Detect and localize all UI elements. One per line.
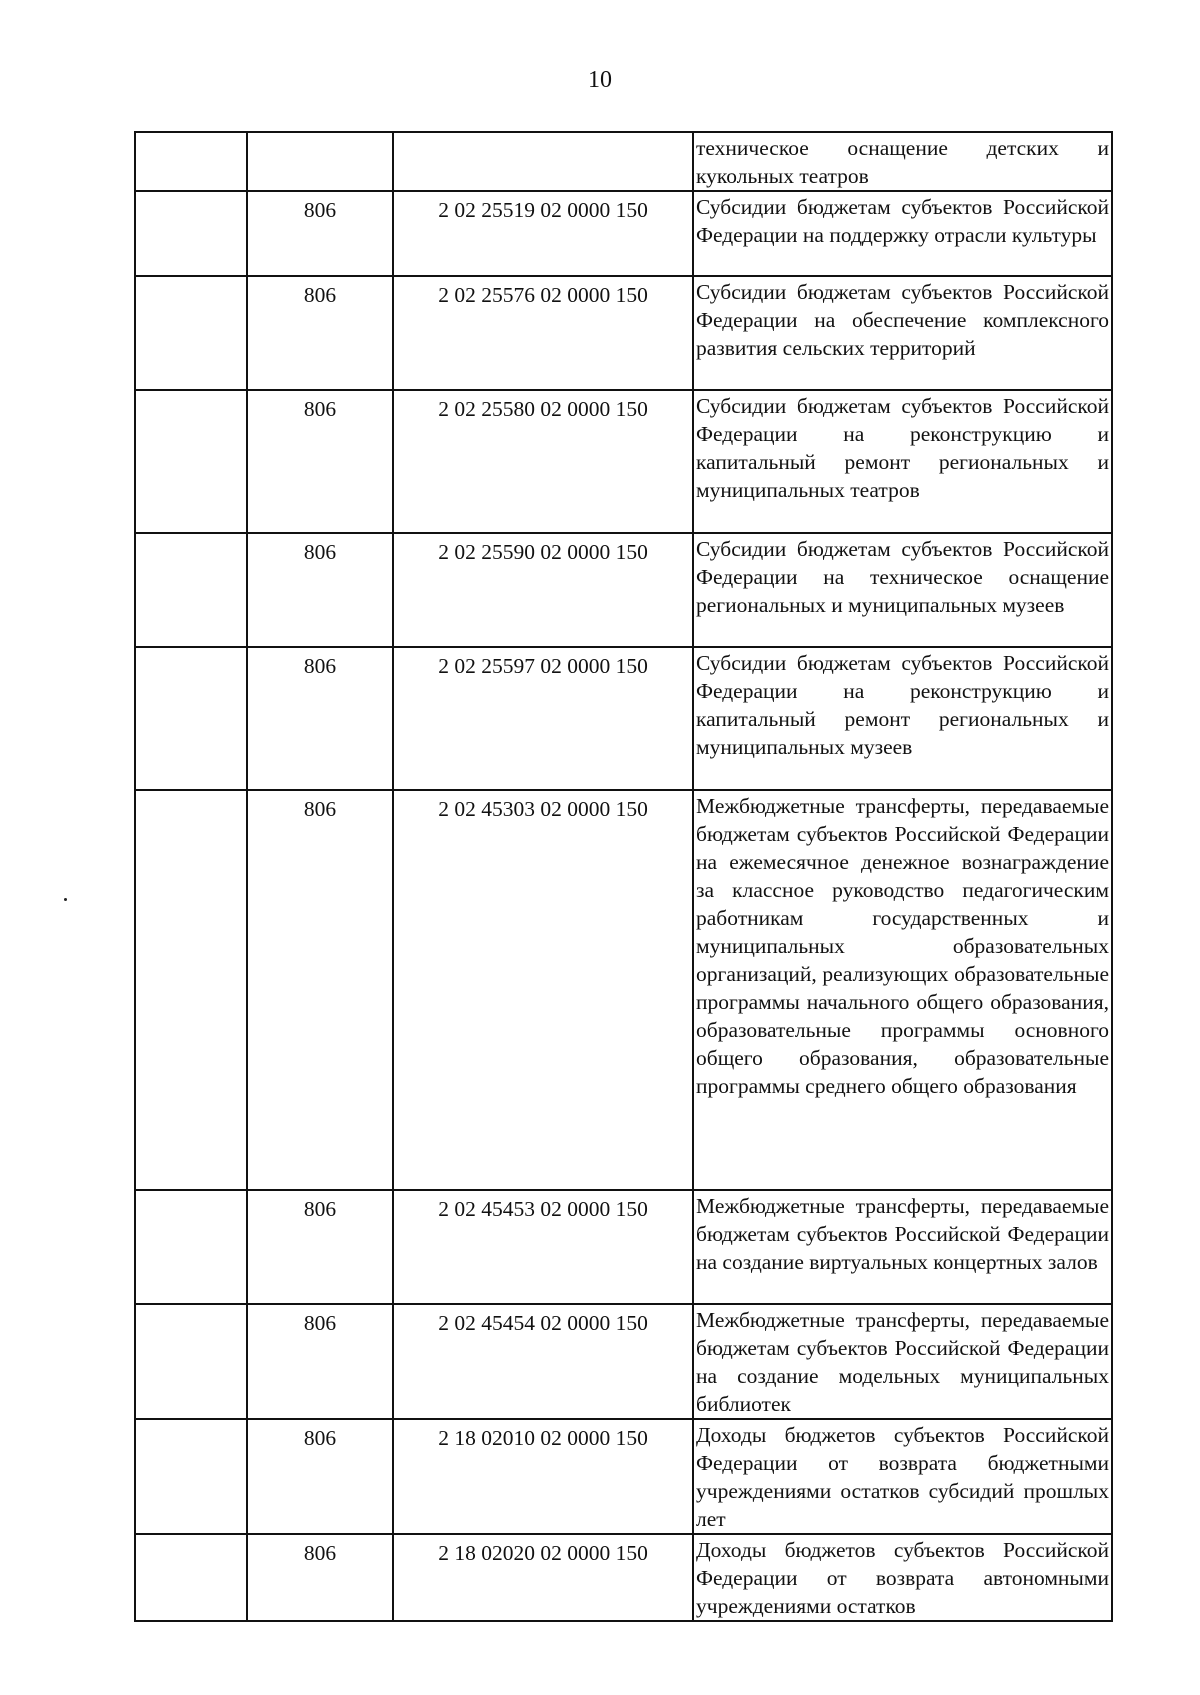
admin-code-cell: [247, 132, 393, 191]
budget-code-cell: 2 02 45303 02 0000 150: [393, 790, 693, 1190]
table-row: [135, 132, 1112, 191]
description-cell: техническое оснащение детских и кукольных театров: [693, 132, 1112, 191]
table-row: [135, 1534, 1112, 1621]
description-cell: Субсидии бюджетам субъектов Российской Федерации на обеспечение комплексного развития сельских территорий: [693, 276, 1112, 390]
table-row: [135, 390, 1112, 533]
admin-code-cell: 806: [247, 390, 393, 533]
admin-code-cell: 806: [247, 191, 393, 276]
scan-speck: [64, 898, 67, 901]
budget-code-cell: 2 02 45454 02 0000 150: [393, 1304, 693, 1419]
budget-code-cell: [393, 132, 693, 191]
description-cell: Доходы бюджетов субъектов Российской Федерации от возврата бюджетными учреждениями остатков субсидий прошлых лет: [693, 1419, 1112, 1534]
blank-cell: [135, 1419, 247, 1534]
admin-code-cell: 806: [247, 1190, 393, 1304]
blank-cell: [135, 191, 247, 276]
admin-code-cell: 806: [247, 647, 393, 790]
admin-code-cell: 806: [247, 1534, 393, 1621]
description-cell: Субсидии бюджетам субъектов Российской Федерации на реконструкцию и капитальный ремонт региональных и муниципальных музеев: [693, 647, 1112, 790]
admin-code-cell: 806: [247, 276, 393, 390]
description-cell: Субсидии бюджетам субъектов Российской Федерации на поддержку отрасли культуры: [693, 191, 1112, 276]
description-cell: Доходы бюджетов субъектов Российской Федерации от возврата автономными учреждениями остатков: [693, 1534, 1112, 1621]
budget-code-cell: 2 02 25597 02 0000 150: [393, 647, 693, 790]
description-cell: Субсидии бюджетам субъектов Российской Федерации на техническое оснащение региональных и муниципальных музеев: [693, 533, 1112, 647]
blank-cell: [135, 790, 247, 1190]
budget-code-cell: 2 02 25576 02 0000 150: [393, 276, 693, 390]
budget-code-cell: 2 18 02010 02 0000 150: [393, 1419, 693, 1534]
blank-cell: [135, 647, 247, 790]
admin-code-cell: 806: [247, 533, 393, 647]
blank-cell: [135, 1190, 247, 1304]
budget-code-cell: 2 02 25590 02 0000 150: [393, 533, 693, 647]
blank-cell: [135, 276, 247, 390]
description-cell: Субсидии бюджетам субъектов Российской Федерации на реконструкцию и капитальный ремонт региональных и муниципальных театров: [693, 390, 1112, 533]
blank-cell: [135, 390, 247, 533]
table-row: [135, 276, 1112, 390]
budget-code-cell: 2 02 45453 02 0000 150: [393, 1190, 693, 1304]
description-cell: Межбюджетные трансферты, передаваемые бюджетам субъектов Российской Федерации на создание модельных муниципальных библиотек: [693, 1304, 1112, 1419]
admin-code-cell: 806: [247, 1304, 393, 1419]
budget-code-cell: 2 02 25580 02 0000 150: [393, 390, 693, 533]
budget-code-cell: 2 02 25519 02 0000 150: [393, 191, 693, 276]
table-row: [135, 790, 1112, 1190]
table-row: [135, 647, 1112, 790]
admin-code-cell: 806: [247, 790, 393, 1190]
admin-code-cell: 806: [247, 1419, 393, 1534]
blank-cell: [135, 1304, 247, 1419]
revenue-codes-table: [134, 131, 1113, 1622]
table-row: [135, 191, 1112, 276]
description-cell: Межбюджетные трансферты, передаваемые бюджетам субъектов Российской Федерации на ежемесячное денежное вознаграждение за классное руководство педагогическим работникам государственных и муниципальных образовательных организаций, реализующих образовательные программы начального общего образования, образовательные программы основного общего образования, образовательные программы среднего общего образования: [693, 790, 1112, 1190]
budget-code-cell: 2 18 02020 02 0000 150: [393, 1534, 693, 1621]
description-cell: Межбюджетные трансферты, передаваемые бюджетам субъектов Российской Федерации на создание виртуальных концертных залов: [693, 1190, 1112, 1304]
table-row: [135, 1190, 1112, 1304]
table-row: [135, 1419, 1112, 1534]
blank-cell: [135, 1534, 247, 1621]
blank-cell: [135, 132, 247, 191]
table-row: [135, 533, 1112, 647]
table-row: [135, 1304, 1112, 1419]
blank-cell: [135, 533, 247, 647]
page-number: 10: [588, 67, 612, 93]
